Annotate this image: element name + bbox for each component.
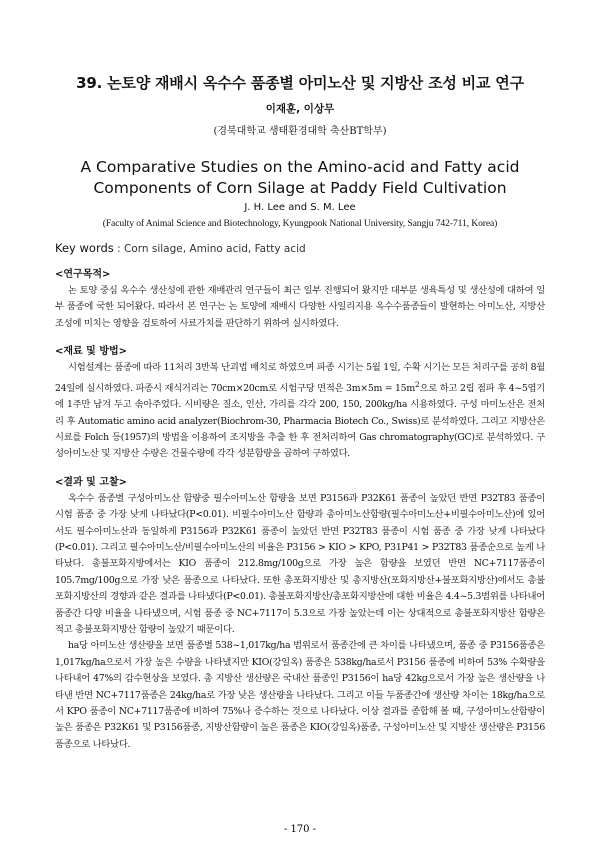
section-heading-results: <결과 및 고찰> [55, 476, 128, 488]
methods-text-part-2: 으로 하고 2립 점파 후 4~5엽기에 1주만 남겨 두고 솎아주었다. 시비량은 질소, 인산, 가리를 각각 200, 150, 200kg/ha 시용하였다. 구성 마미노산은 전처리 후 Automatic amino acid analyzer(Biochrom-30, Pharmacia Biotech Co., Swiss)로 분석하였다. 그리고 지방산은 시료를 Folch 등(1957)의 방법을 이용하여 조지방을 추출 한 후 전처리하여 Gas chromatography(GC)로 분석하였다. 구성아미노산 및 지방산 수량은 건물수량에 각각 성분함량을 곱하여 구하였다. [55, 382, 546, 460]
keywords-value: : Corn silage, Amino acid, Fatty acid [113, 243, 306, 255]
korean-affiliation: (경북대학교 생태환경대학 축산BT학부) [213, 126, 387, 137]
english-authors: J. H. Lee and S. M. Lee [244, 202, 356, 213]
results-paragraph-2: ha당 아미노산 생산량을 보면 품종별 538~1,017kg/ha 범위로서 품종간에 큰 차이를 나타냈으며, 품종 중 P3156품종은 1,017kg/ha으로서 가장 높은 수량을 나타냈지만 KIO(강일옥) 품종은 538kg/ha로서 P3156 품종에 비하여 53% 수확량을 나타내어 47%의 감수현상을 보였다. 총 지방산 생산량은 국내산 품종인 P3156이 ha당 42kg으로서 가장 높은 생산량을 나타낸 반면 NC+7117품종은 24kg/ha로 가장 낮은 생산량을 나타났다. 그리고 이들 두품종간에 생산량 차이는 18kg/ha으로서 KPO 품종이 NC+7117품종에 비하여 75%나 증수하는 것으로 나타났다. 이상 결과를 종합해 볼 때, 구성아미노산함량이 높은 품종은 P32K61 및 P3156품종, 지방산함량이 높은 품종은 KIO(강일옥)품종, 구성아미노산 및 지방산 생산량은 P3156품종으로 나타났다. [55, 640, 545, 750]
results-paragraph-1: 옥수수 품종별 구성아미노산 함량중 필수아미노산 함량을 보면 P3156과 P32K61 품종이 높았던 반면 P32T83 품종이 시험 품종 중 가장 낮게 나타났다(P<0.01). 비필수아미노산 함량과 총아미노산함량(필수아미노산+비필수아미노산)에 있어서도 필수아미노산과 동일하게 P3156과 P32K61 품종이 높았던 반면 P32T83 품종이 시험 품종 중 가장 낮게 나타났다(P<0.01). 그리고 필수아미노산/비필수아미노산의 비율은 P3156 > KIO > KPO, P31P41 > P32T83 품종순으로 높게 나타났다. 총불포화지방에서는 KIO 품종이 212.8mg/100g으로 가장 높은 함량을 보였던 반면 NC+7117품종이 105.7mg/100g으로 가장 낮은 품종으로 나타났다. 또한 총포화지방산 및 총지방산(포화지방산+불포화지방산)에서도 총불포화지방산의 경향과 같은 결과를 나타냈다(P<0.01). 총불포화지방산/총포화지방산에 대한 비율은 4.4~5.3범위를 나타내어 품종간 다양 비율을 나타냈으며, 시험 품종 중 NC+7117이 5.3으로 가장 높았는데 이는 상대적으로 총불포화지방산 함량은 적고 총불포화지방산 함량이 높았기 때문이다. [55, 492, 545, 635]
section-purpose [55, 265, 545, 332]
keywords [55, 241, 545, 255]
methods-text-part-1: 시험설계는 품종에 따라 11처리 3반복 난괴법 배치로 하였으며 파종 시기는 5월 1일, 수확 시기는 모든 처리구를 공히 8월 24일에 실시하였다. 파종시 재식거리는 70cm×20cm로 시험구당 면적은 3m×5m = 15m [55, 362, 545, 394]
korean-title: 39. 논토양 재배시 옥수수 품종별 아미노산 및 지방산 조성 비교 연구 [76, 74, 524, 92]
section-heading-purpose: <연구목적> [55, 269, 111, 280]
english-title-line-2: Components of Corn Silage at Paddy Field Cultivation [93, 179, 507, 197]
english-title-line-1: A Comparative Studies on the Amino-acid and Fatty acid [80, 158, 520, 176]
section-heading-methods: <재료 및 방법> [55, 346, 128, 358]
korean-authors: 이재훈, 이상무 [265, 103, 335, 115]
area-superscript: 2 [414, 379, 420, 389]
english-affiliation: (Faculty of Animal Science and Biotechnology, Kyungpook National University, Sangju 742-711, Korea) [102, 218, 498, 229]
keywords-label: Key words [55, 241, 114, 255]
page-number: - 170 - [283, 824, 317, 835]
english-title [55, 157, 545, 199]
purpose-paragraph: 논 토양 중심 옥수수 생산성에 관한 재배관리 연구들이 최근 일부 진행되어 왔지만 대부분 생육특성 및 생산성에 대하여 일부 품종에 국한 되어왔다. 따라서 본 연구는 논 토양에 재배시 다양한 사일리지용 옥수수품종들이 발현하는 아미노산, 지방산 조성에 미치는 영향을 검토하여 사료가치를 판단하기 위하여 실시하였다. [55, 285, 545, 329]
methods-paragraph [55, 360, 545, 463]
section-results [55, 473, 545, 754]
section-methods [55, 342, 545, 463]
